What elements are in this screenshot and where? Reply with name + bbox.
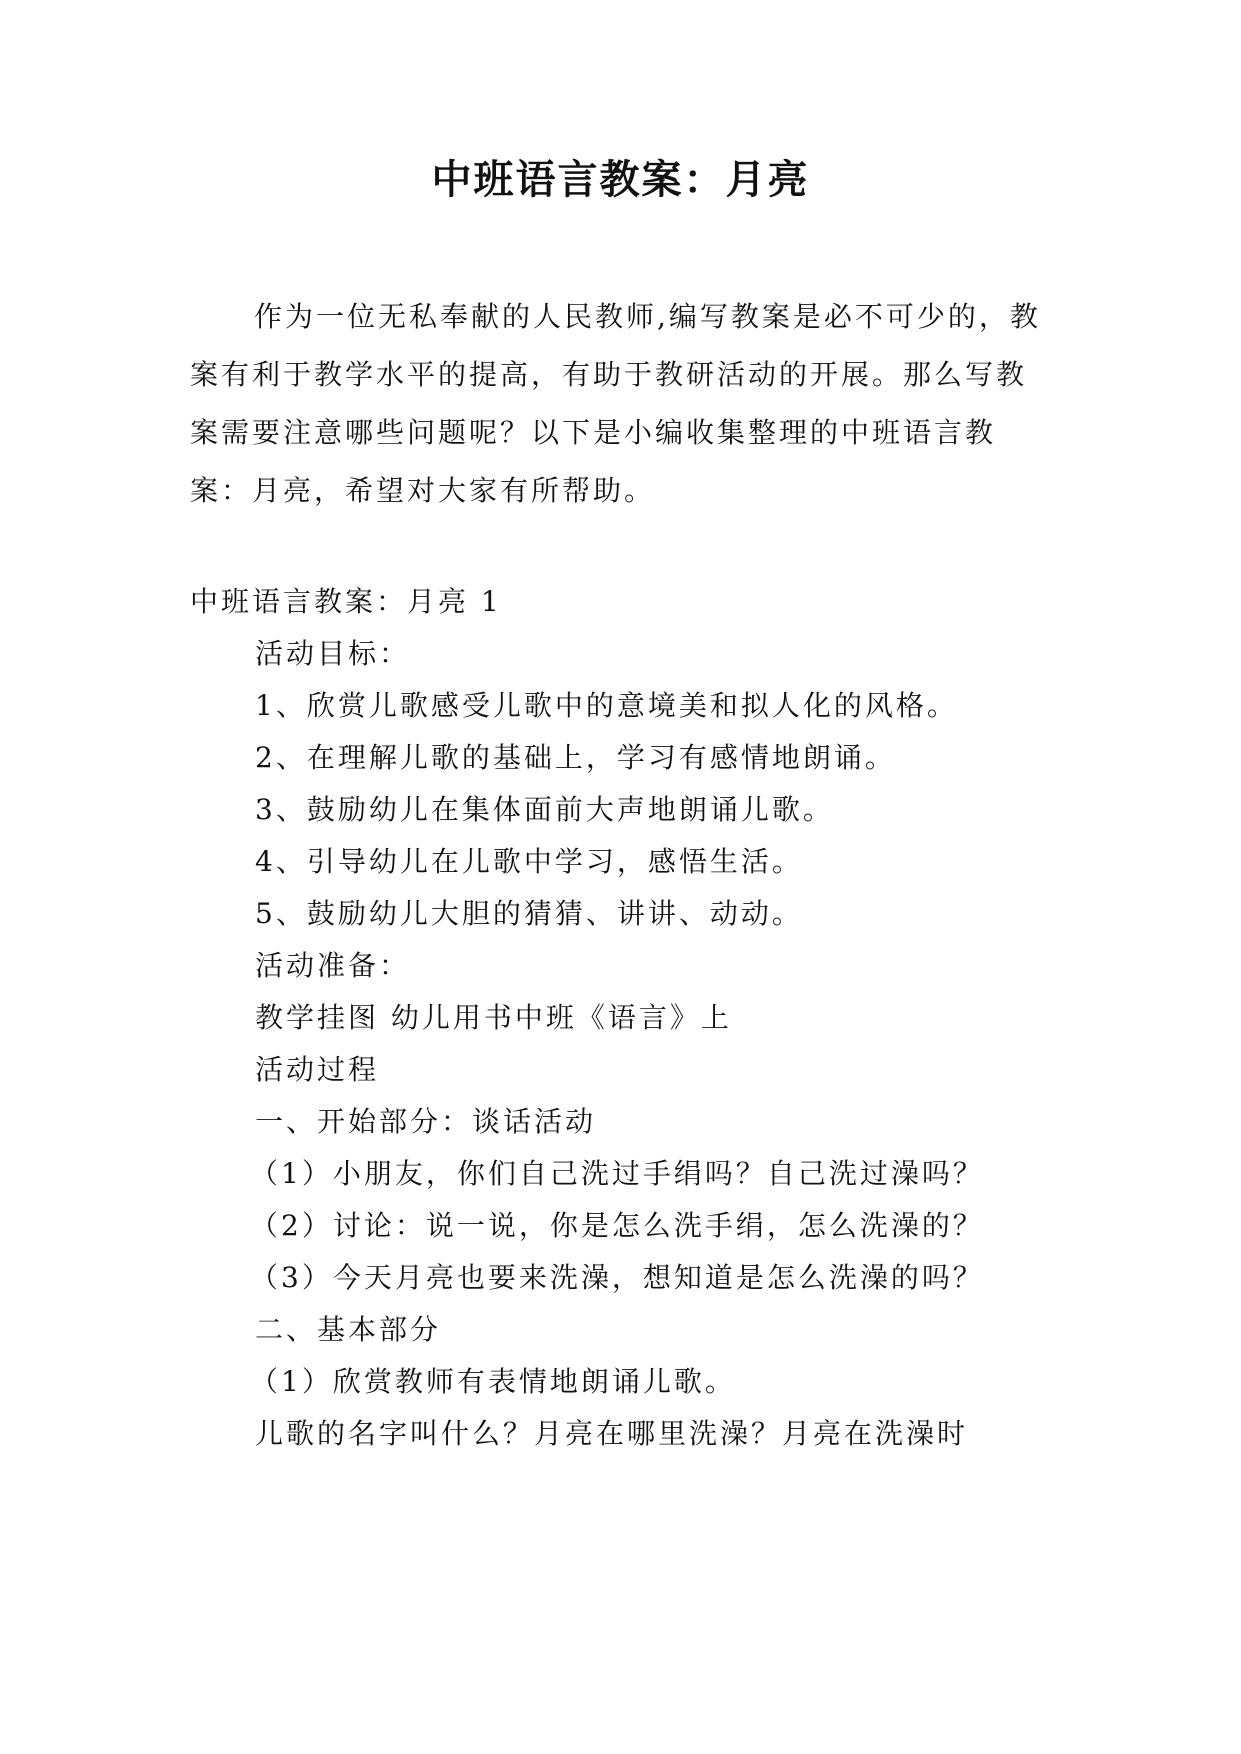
- goal-item-3: 3、鼓励幼儿在集体面前大声地朗诵儿歌。: [255, 793, 834, 826]
- goal-item-5: 5、鼓励幼儿大胆的猜猜、讲讲、动动。: [255, 897, 803, 930]
- prep-materials: 教学挂图 幼儿用书中班《语言》上: [255, 1001, 732, 1034]
- process-part-1-title: 一、开始部分：谈话活动: [255, 1105, 597, 1138]
- heading-activity-goals: 活动目标：: [255, 637, 411, 670]
- process-step-3: （3）今天月亮也要来洗澡，想知道是怎么洗澡的吗？: [250, 1261, 984, 1294]
- process-step-1: （1）小朋友，你们自己洗过手绢吗？自己洗过澡吗？: [250, 1157, 984, 1190]
- process-part-2-step-1: （1）欣赏教师有表情地朗诵儿歌。: [250, 1365, 736, 1398]
- process-part-2-title: 二、基本部分: [255, 1313, 442, 1346]
- heading-activity-process: 活动过程: [255, 1053, 380, 1086]
- intro-paragraph: 作为一位无私奉献的人民教师,编写教案是必不可少的，教案有利于教学水平的提高，有助于教研活动的开展。那么写教案需要注意哪些问题呢？以下是小编收集整理的中班语言教案：月亮，希望对大家有所帮助。: [190, 300, 1041, 507]
- heading-activity-prep: 活动准备：: [255, 949, 411, 982]
- goal-item-1: 1、欣赏儿歌感受儿歌中的意境美和拟人化的风格。: [255, 689, 958, 722]
- goal-item-4: 4、引导幼儿在儿歌中学习，感悟生活。: [255, 845, 803, 878]
- process-question: 儿歌的名字叫什么？月亮在哪里洗澡？月亮在洗澡时: [255, 1417, 969, 1450]
- section-title: 中班语言教案：月亮 1: [190, 585, 502, 618]
- goal-item-2: 2、在理解儿歌的基础上，学习有感情地朗诵。: [255, 741, 896, 774]
- process-step-2: （2）讨论：说一说，你是怎么洗手绢，怎么洗澡的？: [250, 1209, 984, 1242]
- document-title: 中班语言教案：月亮: [431, 156, 810, 203]
